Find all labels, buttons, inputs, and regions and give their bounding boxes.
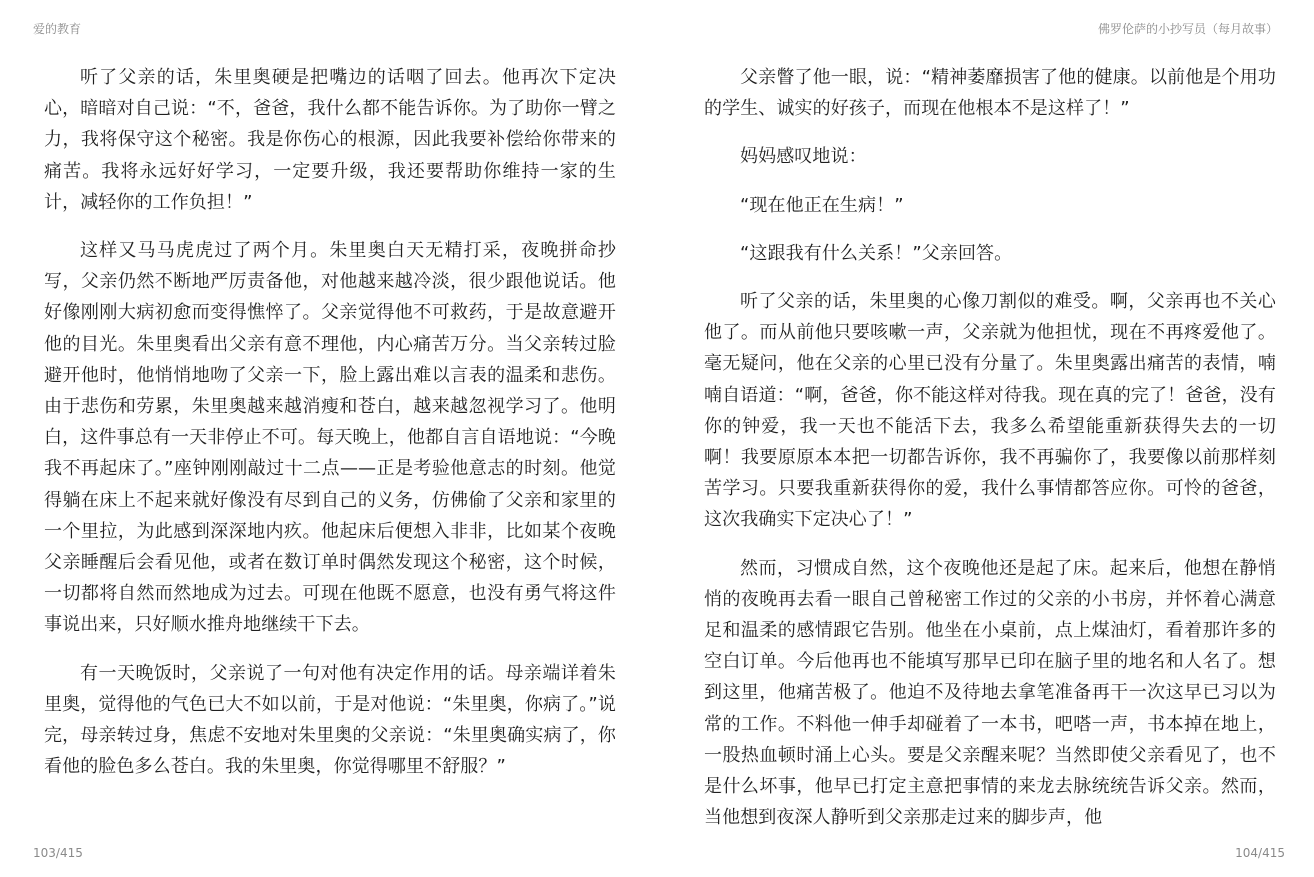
book-title: 爱的教育 (33, 22, 82, 36)
paragraph: “这跟我有什么关系！”父亲回答。 (740, 242, 1013, 264)
paragraph: 妈妈感叹地说： (740, 146, 867, 168)
paragraph: “现在他正在生病！” (740, 194, 904, 216)
left-page-number: 103/415 (33, 846, 83, 860)
chapter-title: 佛罗伦萨的小抄写员（每月故事） (1097, 22, 1278, 36)
right-page-number: 104/415 (1235, 846, 1285, 860)
paragraph: 听了父亲的话，朱里奥的心像刀割似的难受。啊，父亲再也不关心他了。而从前他只要咳嗽一声，父亲就为他担忧，现在不再疼爱他了。毫无疑问，他在父亲的心里已没有分量了。朱里奥露出痛苦的表情，喃喃自语道：“啊，爸爸，你不能这样对待我。现在真的完了！爸爸，没有你的钟爱，我一天也不能活下去，我多么希望能重新获得失去的一切啊！我要原原本本把一切都告诉你，我不再骗你了，我要像以前那样刻苦学习。只要我重新获得你的爱，我什么事情都答应你。可怜的爸爸，这次我确实下定决心了！” (704, 291, 1276, 531)
paragraph: 然而，习惯成自然，这个夜晚他还是起了床。起来后，他想在静悄悄的夜晚再去看一眼自己曾秘密工作过的父亲的小书房，并怀着心满意足和温柔的感情跟它告别。他坐在小桌前，点上煤油灯，看着那许多的空白订单。今后他再也不能填写那早已印在脑子里的地名和人名了。想到这里，他痛苦极了。他迫不及待地去拿笔准备再干一次这早已习以为常的工作。不料他一伸手却碰着了一本书，吧嗒一声，书本掉在地上，一股热血顿时涌上心头。要是父亲醒来呢？当然即使父亲看见了，也不是什么坏事，他早已打定主意把事情的来龙去脉统统告诉父亲。然而，当他想到夜深人静听到父亲那走过来的脚步声，他 (704, 557, 1276, 829)
right-page[interactable] (704, 62, 1276, 850)
paragraph: 有一天晚饭时，父亲说了一句对他有决定作用的话。母亲端详着朱里奥，觉得他的气色已大不如以前，于是对他说：“朱里奥，你病了。”说完，母亲转过身，焦虑不安地对朱里奥的父亲说：“朱里奥确实病了，你看他的脸色多么苍白。我的朱里奥，你觉得哪里不舒服？” (44, 662, 616, 778)
paragraph: 听了父亲的话，朱里奥硬是把嘴边的话咽了回去。他再次下定决心，暗暗对自己说：“不，爸爸，我什么都不能告诉你。为了助你一臂之力，我将保守这个秘密。我是你伤心的根源，因此我要补偿给你带来的痛苦。我将永远好好学习，一定要升级，我还要帮助你维持一家的生计，减轻你的工作负担！” (44, 67, 616, 213)
paragraph: 这样又马马虎虎过了两个月。朱里奥白天无精打采，夜晚拼命抄写，父亲仍然不断地严厉责备他，对他越来越冷淡，很少跟他说话。他好像刚刚大病初愈而变得憔悴了。父亲觉得他不可救药，于是故意避开他的目光。朱里奥看出父亲有意不理他，内心痛苦万分。当父亲转过脸避开他时，他悄悄地吻了父亲一下，脸上露出难以言表的温柔和悲伤。由于悲伤和劳累，朱里奥越来越消瘦和苍白，越来越忽视学习了。他明白，这件事总有一天非停止不可。每天晚上，他都自言自语地说：“今晚我不再起床了。”座钟刚刚敲过十二点——正是考验他意志的时刻。他觉得躺在床上不起来就好像没有尽到自己的义务，仿佛偷了父亲和家里的一个里拉，为此感到深深地内疚。他起床后便想入非非，比如某个夜晚父亲睡醒后会看见他，或者在数订单时偶然发现这个秘密，这个时候，一切都将自然而然地成为过去。可现在他既不愿意，也没有勇气将这件事说出来，只好顺水推舟地继续干下去。 (44, 240, 616, 636)
paragraph: 父亲瞥了他一眼，说：“精神萎靡损害了他的健康。以前他是个用功的学生、诚实的好孩子，而现在他根本不是这样了！” (704, 67, 1276, 120)
left-page[interactable] (44, 62, 616, 799)
